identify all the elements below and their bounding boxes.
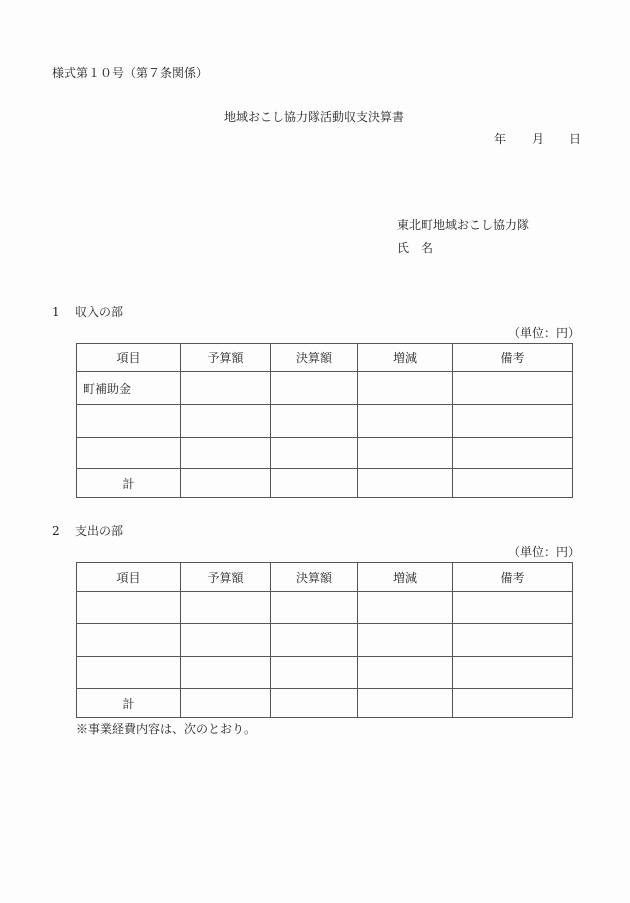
column-header-budget: 予算額 xyxy=(181,344,271,372)
table-row xyxy=(77,405,573,438)
cell-budget[interactable] xyxy=(181,624,271,657)
table-row xyxy=(77,592,573,624)
total-label: 計 xyxy=(77,469,181,498)
expense-note: ※事業経費内容は、次のとおり。 xyxy=(76,722,257,736)
income-table xyxy=(76,343,573,498)
date-day-label: 日 xyxy=(569,132,582,146)
expense-table xyxy=(76,562,573,718)
cell-actual[interactable] xyxy=(271,405,358,438)
expense-header-row xyxy=(77,563,573,592)
cell-budget[interactable] xyxy=(181,438,271,469)
cell-remarks[interactable] xyxy=(453,405,573,438)
expense-unit-label: （単位：円） xyxy=(508,545,581,559)
cell-actual[interactable] xyxy=(271,372,358,405)
column-header-remarks: 備考 xyxy=(453,563,573,592)
cell-budget[interactable] xyxy=(181,372,271,405)
column-header-item: 項目 xyxy=(77,344,181,372)
expense-heading-number: 2 xyxy=(52,524,60,538)
column-header-remarks: 備考 xyxy=(453,344,573,372)
cell-item[interactable] xyxy=(77,438,181,469)
cell-item[interactable] xyxy=(77,592,181,624)
cell-budget[interactable] xyxy=(181,592,271,624)
cell-item[interactable] xyxy=(77,657,181,689)
cell-actual[interactable] xyxy=(271,438,358,469)
column-header-change: 増減 xyxy=(358,563,453,592)
cell-change[interactable] xyxy=(358,372,453,405)
income-header-row xyxy=(77,344,573,372)
cell-item[interactable] xyxy=(77,624,181,657)
cell-remarks[interactable] xyxy=(453,372,573,405)
form-number: 様式第１０号（第７条関係） xyxy=(52,66,209,80)
cell-item[interactable]: 町補助金 xyxy=(77,372,181,405)
cell-remarks[interactable] xyxy=(453,657,573,689)
cell-actual[interactable] xyxy=(271,592,358,624)
cell-budget[interactable] xyxy=(181,657,271,689)
column-header-budget: 予算額 xyxy=(181,563,271,592)
table-row xyxy=(77,624,573,657)
income-heading-number: 1 xyxy=(52,305,60,319)
total-remarks[interactable] xyxy=(453,689,573,718)
name-label: 氏 名 xyxy=(397,241,434,255)
income-heading: 収入の部 xyxy=(75,305,124,319)
table-row xyxy=(77,372,573,405)
cell-change[interactable] xyxy=(358,438,453,469)
cell-change[interactable] xyxy=(358,405,453,438)
total-remarks[interactable] xyxy=(453,469,573,498)
cell-change[interactable] xyxy=(358,624,453,657)
date-month-label: 月 xyxy=(532,132,545,146)
organization-name: 東北町地域おこし協力隊 xyxy=(397,218,530,232)
cell-budget[interactable] xyxy=(181,405,271,438)
column-header-item: 項目 xyxy=(77,563,181,592)
column-header-actual: 決算額 xyxy=(271,344,358,372)
cell-actual[interactable] xyxy=(271,657,358,689)
income-unit-label: （単位：円） xyxy=(508,326,581,340)
cell-actual[interactable] xyxy=(271,624,358,657)
total-label: 計 xyxy=(77,689,181,718)
cell-remarks[interactable] xyxy=(453,624,573,657)
total-row xyxy=(77,689,573,718)
total-actual[interactable] xyxy=(271,689,358,718)
table-row xyxy=(77,657,573,689)
total-change[interactable] xyxy=(358,469,453,498)
cell-remarks[interactable] xyxy=(453,438,573,469)
total-budget[interactable] xyxy=(181,469,271,498)
document-title: 地域おこし協力隊活動収支決算書 xyxy=(224,110,405,124)
table-row xyxy=(77,438,573,469)
cell-item[interactable] xyxy=(77,405,181,438)
date-year-label: 年 xyxy=(494,132,507,146)
expense-heading: 支出の部 xyxy=(75,524,124,538)
column-header-actual: 決算額 xyxy=(271,563,358,592)
cell-change[interactable] xyxy=(358,657,453,689)
total-actual[interactable] xyxy=(271,469,358,498)
total-budget[interactable] xyxy=(181,689,271,718)
total-change[interactable] xyxy=(358,689,453,718)
cell-remarks[interactable] xyxy=(453,592,573,624)
column-header-change: 増減 xyxy=(358,344,453,372)
total-row xyxy=(77,469,573,498)
cell-change[interactable] xyxy=(358,592,453,624)
